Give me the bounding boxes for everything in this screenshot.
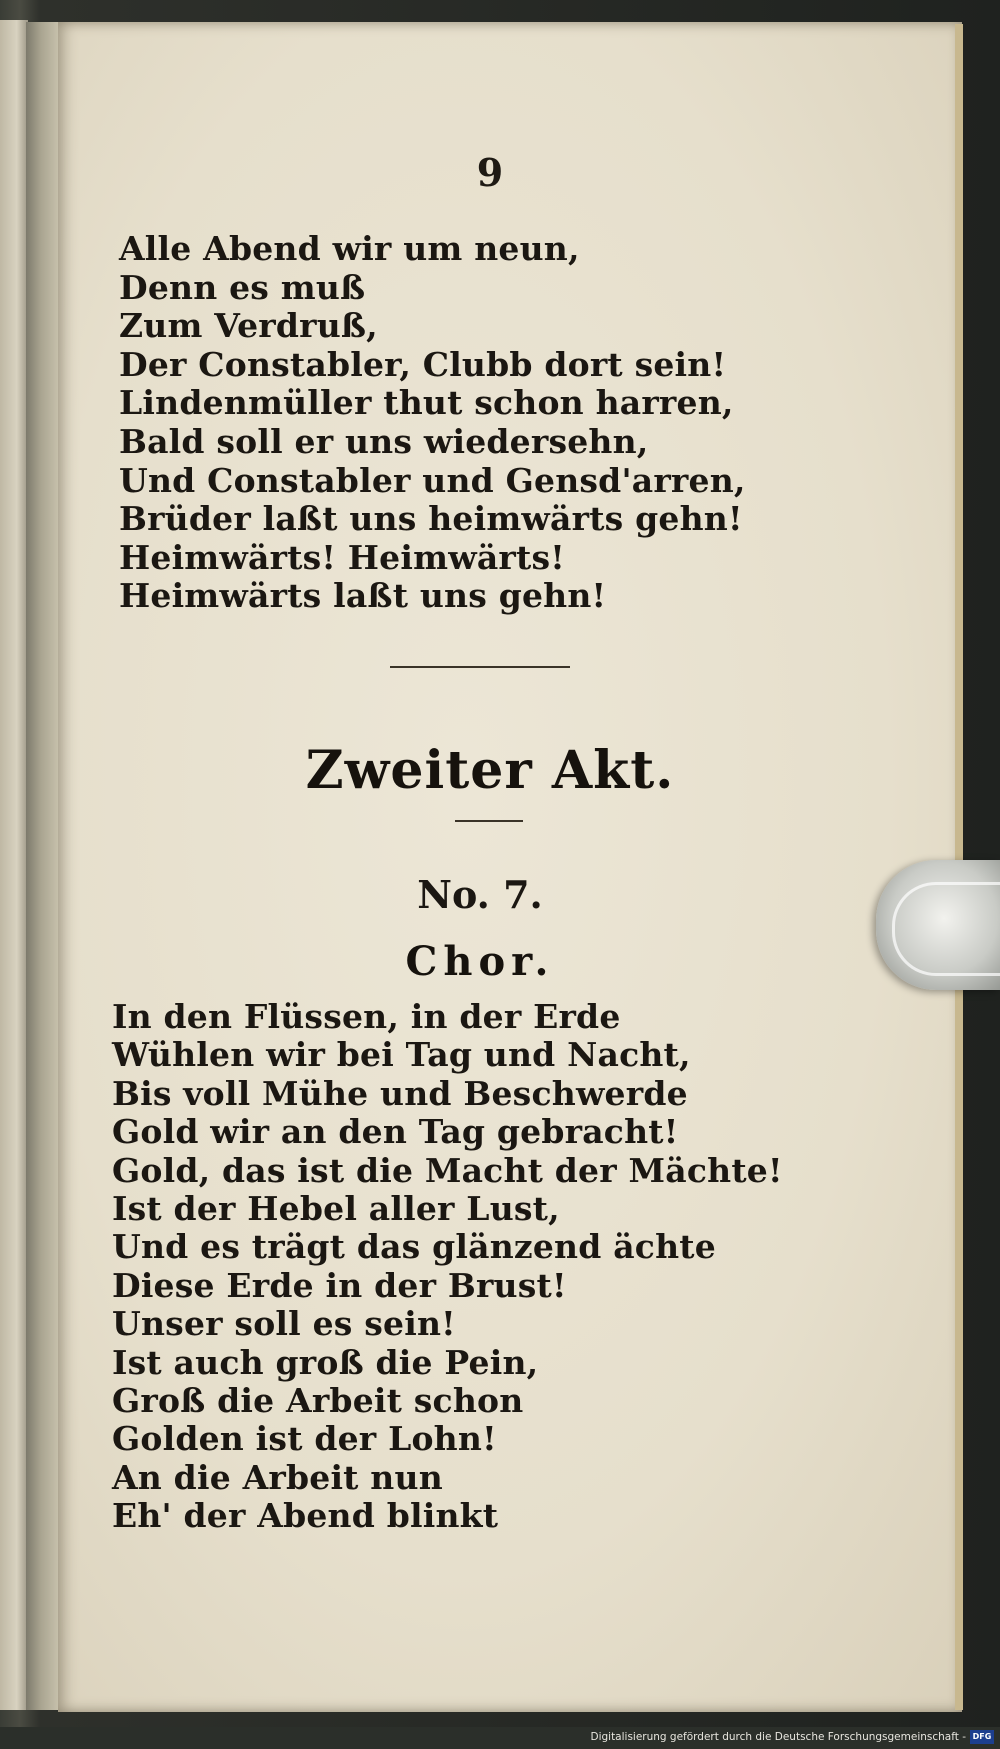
digitization-credit: Digitalisierung gefördert durch die Deutsche Forschungsgemeinschaft - (590, 1731, 966, 1743)
previous-page-edge (0, 20, 28, 1710)
verse-line: Zum Verdruß, (119, 306, 378, 346)
page-number: 9 (476, 150, 504, 195)
verse-line: Bald soll er uns wiedersehn, (119, 421, 649, 461)
verse-line: Groß die Arbeit schon (112, 1380, 524, 1420)
book-gutter (26, 22, 60, 1710)
verse-line: Denn es muß (119, 267, 366, 307)
verse-line: Gold wir an den Tag gebracht! (112, 1112, 679, 1152)
title-underline (455, 820, 523, 822)
verse-line: An die Arbeit nun (112, 1457, 443, 1497)
dfg-logo-icon: DFG (970, 1730, 994, 1744)
verse-line: Brüder laßt uns heimwärts gehn! (119, 499, 743, 539)
verse-line: Golden ist der Lohn! (112, 1419, 497, 1459)
verse-line: Heimwärts! Heimwärts! (119, 537, 565, 577)
section-heading: Chor. (405, 938, 555, 985)
verse-line: Der Constabler, Clubb dort sein! (119, 344, 727, 384)
verse-block-1 (119, 230, 746, 616)
verse-line: Gold, das ist die Macht der Mächte! (112, 1150, 783, 1190)
act-title: Zweiter Akt. (305, 740, 675, 801)
verse-line: Alle Abend wir um neun, (119, 229, 580, 268)
page-clip-highlight (892, 882, 1000, 976)
verse-line: Wühlen wir bei Tag und Nacht, (112, 1035, 691, 1075)
verse-line: Heimwärts laßt uns gehn! (119, 576, 607, 616)
number-heading: No. 7. (417, 872, 543, 917)
verse-line: Eh' der Abend blinkt (112, 1496, 499, 1536)
verse-line: Ist der Hebel aller Lust, (112, 1188, 560, 1228)
verse-line: Bis voll Mühe und Beschwerde (112, 1073, 688, 1113)
verse-line: Und es trägt das glänzend ächte (112, 1227, 716, 1267)
verse-line: Und Constabler und Gensd'arren, (119, 460, 746, 500)
verse-line: Lindenmüller thut schon harren, (119, 383, 734, 423)
verse-line: Ist auch groß die Pein, (112, 1342, 539, 1382)
verse-line: Unser soll es sein! (112, 1304, 456, 1344)
verse-line: In den Flüssen, in der Erde (112, 997, 621, 1036)
section-divider (390, 666, 570, 668)
verse-block-2 (112, 998, 783, 1535)
verse-line: Diese Erde in der Brust! (112, 1265, 567, 1305)
